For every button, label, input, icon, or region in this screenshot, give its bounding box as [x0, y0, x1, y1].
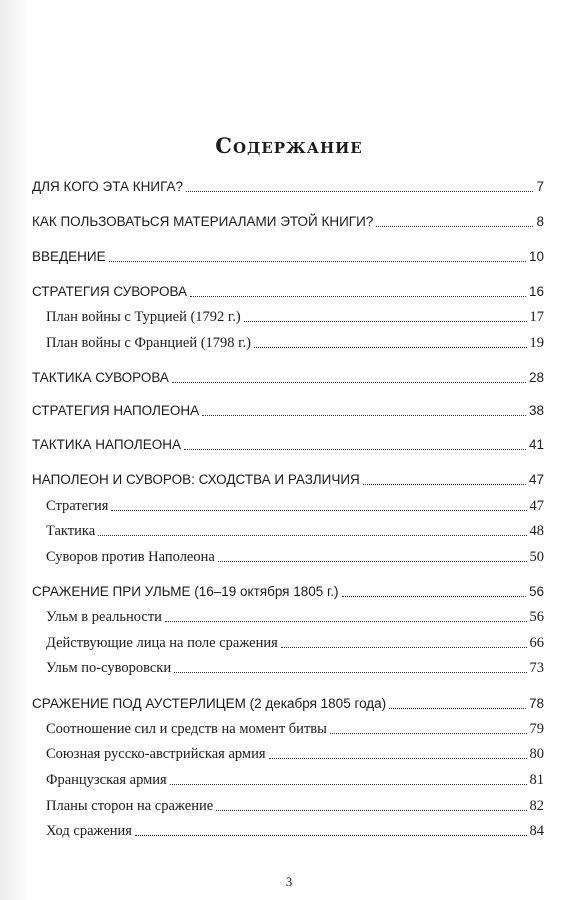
- toc-entry-label: ВВЕДЕНИЕ: [32, 249, 106, 264]
- toc-subentry[interactable]: [46, 497, 544, 515]
- toc-dot-leader: [269, 758, 527, 759]
- toc-dot-leader: [330, 733, 527, 734]
- toc-page-number: 79: [529, 721, 544, 737]
- toc-dot-leader: [186, 191, 533, 192]
- toc-entry-label: План войны с Францией (1798 г.): [46, 335, 251, 351]
- toc-page-number: 81: [529, 772, 544, 788]
- toc-page-number: 80: [529, 746, 544, 762]
- toc-subentry[interactable]: [46, 720, 544, 738]
- toc-entry[interactable]: [32, 369, 544, 387]
- toc-entry-label: Стратегия: [46, 498, 109, 514]
- toc-entry[interactable]: [32, 583, 544, 601]
- toc-entry-label: Соотношение сил и средств на момент битвы: [46, 721, 327, 737]
- toc-page-number: 56: [528, 584, 544, 599]
- toc-dot-leader: [218, 561, 527, 562]
- toc-dot-leader: [389, 708, 526, 709]
- toc-entry-label: ТАКТИКА НАПОЛЕОНА: [32, 437, 182, 452]
- toc-entry-label: Тактика: [46, 523, 96, 539]
- toc-entry[interactable]: [32, 695, 544, 713]
- toc-dot-leader: [363, 484, 526, 485]
- toc-dot-leader: [376, 226, 533, 227]
- toc-entry-label: КАК ПОЛЬЗОВАТЬСЯ МАТЕРИАЛАМИ ЭТОЙ КНИГИ?: [32, 214, 374, 229]
- toc-entry-label: СРАЖЕНИЕ ПРИ УЛЬМЕ (16–19 октября 1805 г.): [32, 584, 339, 599]
- toc-page-number: 66: [529, 635, 544, 651]
- toc-subentry[interactable]: [46, 334, 544, 352]
- toc-entry-label: Ход сражения: [46, 823, 132, 839]
- toc-dot-leader: [202, 415, 526, 416]
- toc-page-number: 73: [529, 660, 544, 676]
- toc-entry-label: Союзная русско-австрийская армия: [46, 746, 266, 762]
- toc-dot-leader: [174, 672, 526, 673]
- toc-dot-leader: [244, 321, 527, 322]
- toc-subentry[interactable]: [46, 659, 544, 677]
- toc-page-number: 16: [528, 284, 544, 299]
- toc-page-number: 47: [528, 472, 544, 487]
- toc-dot-leader: [172, 382, 526, 383]
- toc-entry-label: НАПОЛЕОН И СУВОРОВ: СХОДСТВА И РАЗЛИЧИЯ: [32, 472, 360, 487]
- toc-entry-label: СТРАТЕГИЯ НАПОЛЕОНА: [32, 403, 200, 418]
- toc-entry-label: Планы сторон на сражение: [46, 798, 214, 814]
- toc-entry-label: СТРАТЕГИЯ СУВОРОВА: [32, 284, 188, 299]
- toc-entry[interactable]: [32, 213, 544, 231]
- toc-dot-leader: [184, 449, 526, 450]
- toc-entry-label: Суворов против Наполеона: [46, 549, 215, 565]
- toc-page-number: 50: [529, 549, 544, 565]
- toc-page-number: 78: [528, 696, 544, 711]
- toc-entry-label: Ульм в реальности: [46, 609, 162, 625]
- toc-dot-leader: [109, 261, 526, 262]
- toc-dot-leader: [170, 784, 527, 785]
- toc-page-number: 19: [529, 335, 544, 351]
- toc-page-number: 84: [529, 823, 544, 839]
- toc-subentry[interactable]: [46, 308, 544, 326]
- toc-page-number: 7: [536, 179, 544, 194]
- toc-dot-leader: [254, 347, 527, 348]
- toc-entry-label: СРАЖЕНИЕ ПОД АУСТЕРЛИЦЕМ (2 декабря 1805 года): [32, 696, 387, 711]
- toc-entry-label: Ульм по-суворовски: [46, 660, 172, 676]
- page-number: 3: [285, 874, 293, 889]
- toc-page-number: 41: [528, 437, 544, 452]
- toc-page-number: 10: [528, 249, 544, 264]
- toc-dot-leader: [281, 647, 527, 648]
- toc-dot-leader: [190, 296, 526, 297]
- toc-entry[interactable]: [32, 248, 544, 266]
- toc-page-number: 38: [528, 403, 544, 418]
- toc-dot-leader: [98, 535, 526, 536]
- toc-dot-leader: [342, 596, 526, 597]
- toc-entry-label: Действующие лица на поле сражения: [46, 635, 278, 651]
- toc-subentry[interactable]: [46, 522, 544, 540]
- toc-page-number: 56: [529, 609, 544, 625]
- toc-page-number: 8: [536, 214, 544, 229]
- toc-subentry[interactable]: [46, 634, 544, 652]
- toc-subentry[interactable]: [46, 822, 544, 840]
- page-title: Содержание: [215, 133, 363, 158]
- toc-entry[interactable]: [32, 283, 544, 301]
- toc-subentry[interactable]: [46, 797, 544, 815]
- toc-dot-leader: [135, 835, 527, 836]
- toc-subentry[interactable]: [46, 548, 544, 566]
- toc-entry-label: Французская армия: [46, 772, 167, 788]
- toc-subentry[interactable]: [46, 771, 544, 789]
- toc-page-number: 82: [529, 798, 544, 814]
- toc-dot-leader: [111, 510, 526, 511]
- toc-subentry[interactable]: [46, 745, 544, 763]
- toc-page-number: 28: [528, 370, 544, 385]
- toc-entry[interactable]: [32, 436, 544, 454]
- toc-entry[interactable]: [32, 402, 544, 420]
- toc-entry[interactable]: [32, 471, 544, 489]
- toc-page-number: 17: [529, 309, 544, 325]
- toc-entry-label: ДЛЯ КОГО ЭТА КНИГА?: [32, 179, 184, 194]
- toc-entry-label: План войны с Турцией (1792 г.): [46, 309, 241, 325]
- toc-dot-leader: [216, 810, 526, 811]
- toc-page-number: 48: [529, 523, 544, 539]
- toc-entry[interactable]: [32, 178, 544, 196]
- toc-subentry[interactable]: [46, 608, 544, 626]
- toc-entry-label: ТАКТИКА СУВОРОВА: [32, 370, 169, 385]
- toc-dot-leader: [165, 621, 527, 622]
- toc-page-number: 47: [529, 498, 544, 514]
